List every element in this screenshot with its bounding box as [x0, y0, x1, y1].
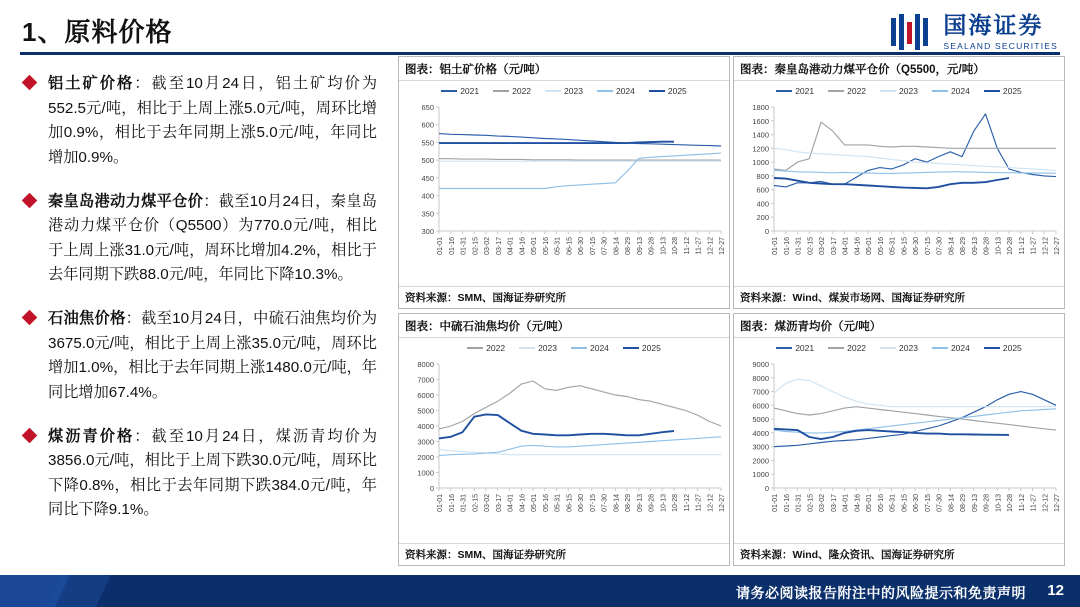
svg-text:3000: 3000	[417, 437, 434, 447]
svg-text:11-27: 11-27	[1030, 237, 1038, 255]
svg-text:550: 550	[421, 138, 434, 148]
bullet-text: ：截至10月24日，煤沥青均价为3856.0元/吨，相比于上周下跌30.0元/吨，周环比下降0.8%，相比于去年同期下跌384.0元/吨，年同比下降9.1%。	[48, 427, 378, 519]
svg-text:01-16: 01-16	[448, 494, 456, 512]
svg-text:04-01: 04-01	[507, 237, 515, 255]
list-item	[22, 190, 377, 289]
legend-label: 2021	[795, 343, 815, 353]
svg-text:03-17: 03-17	[495, 237, 503, 255]
legend-swatch	[776, 90, 792, 92]
svg-text:01-16: 01-16	[783, 237, 791, 255]
svg-text:08-29: 08-29	[625, 494, 632, 512]
legend-label: 2024	[950, 86, 970, 96]
chart-plot-area	[734, 101, 1066, 285]
svg-text:09-13: 09-13	[636, 494, 644, 512]
legend-swatch	[519, 347, 535, 349]
chart-panel-coal	[733, 56, 1065, 309]
panel-source: 资料来源：Wind、煤炭市场网、国海证券研究所	[734, 286, 1064, 308]
legend-label: 2022	[847, 343, 867, 353]
bullet-text: ：截至10月24日，中硫石油焦均价为3675.0元/吨，相比于上周上涨35.0元/吨，周环比增加1.0%，相比于去年同期上涨1480.0元/吨，年同比增加67.4%。	[48, 310, 378, 401]
company-logo	[889, 10, 1058, 54]
panel-title: 图表：中硫石油焦均价（元/吨）	[399, 314, 729, 338]
svg-text:05-01: 05-01	[531, 237, 538, 255]
legend-item	[776, 343, 814, 353]
legend-label: 2023	[564, 86, 583, 96]
svg-text:10-28: 10-28	[1007, 237, 1014, 255]
legend-item	[828, 343, 866, 353]
svg-text:09-13: 09-13	[971, 237, 979, 255]
svg-text:08-29: 08-29	[625, 237, 632, 255]
svg-text:01-01: 01-01	[772, 237, 779, 255]
svg-text:07-30: 07-30	[601, 237, 609, 255]
svg-text:06-30: 06-30	[578, 237, 585, 255]
bullet-term: 煤沥青价格	[48, 427, 135, 445]
svg-text:400: 400	[421, 191, 434, 201]
svg-text:11-27: 11-27	[695, 494, 703, 512]
svg-text:10-28: 10-28	[672, 237, 679, 255]
svg-text:08-14: 08-14	[948, 237, 956, 255]
svg-text:1600: 1600	[752, 116, 769, 126]
legend-swatch	[932, 347, 948, 349]
legend-swatch	[932, 90, 948, 92]
bullet-term: 铝土矿价格	[48, 75, 135, 92]
svg-text:1800: 1800	[752, 103, 769, 112]
svg-text:05-31: 05-31	[889, 237, 897, 255]
svg-text:8000: 8000	[417, 360, 434, 369]
svg-text:650: 650	[421, 103, 434, 112]
svg-text:600: 600	[756, 185, 769, 195]
svg-text:0: 0	[429, 484, 434, 493]
legend-item	[467, 343, 505, 353]
svg-text:12-27: 12-27	[1054, 494, 1061, 512]
svg-text:2000: 2000	[417, 453, 434, 462]
svg-text:1000: 1000	[752, 158, 769, 168]
svg-text:4000: 4000	[417, 422, 434, 431]
svg-text:09-13: 09-13	[971, 494, 979, 512]
svg-text:06-15: 06-15	[566, 494, 574, 512]
legend-swatch	[880, 90, 896, 92]
svg-text:01-31: 01-31	[460, 237, 468, 255]
svg-text:01-01: 01-01	[437, 237, 444, 255]
slide-footer	[0, 575, 1080, 607]
footer-decoration	[0, 575, 150, 607]
panel-title: 图表：秦皇岛港动力煤平仓价（Q5500，元/吨）	[734, 57, 1064, 81]
legend-label: 2023	[538, 343, 557, 353]
svg-text:03-02: 03-02	[484, 494, 491, 512]
svg-text:450: 450	[421, 173, 434, 183]
svg-text:04-01: 04-01	[842, 494, 850, 512]
svg-text:1200: 1200	[752, 144, 769, 154]
svg-text:1400: 1400	[752, 130, 769, 140]
chart-plot-area	[399, 101, 731, 285]
svg-text:08-29: 08-29	[960, 494, 967, 512]
svg-text:01-01: 01-01	[772, 494, 779, 512]
svg-text:01-31: 01-31	[795, 237, 803, 255]
svg-text:02-15: 02-15	[807, 237, 815, 255]
svg-text:10-13: 10-13	[660, 494, 668, 512]
legend-swatch	[493, 90, 509, 92]
svg-text:03-02: 03-02	[819, 237, 826, 255]
svg-text:08-14: 08-14	[948, 494, 956, 512]
legend-swatch	[984, 90, 1000, 93]
legend-label: 2022	[847, 86, 867, 96]
svg-text:05-01: 05-01	[531, 494, 538, 512]
chart-legend	[399, 338, 729, 353]
svg-text:05-31: 05-31	[554, 494, 562, 512]
legend-swatch	[984, 347, 1000, 350]
svg-text:06-30: 06-30	[913, 237, 920, 255]
svg-text:7000: 7000	[752, 387, 769, 397]
svg-text:11-12: 11-12	[683, 237, 691, 255]
svg-text:01-31: 01-31	[460, 494, 468, 512]
legend-item	[597, 86, 635, 96]
legend-swatch	[467, 347, 483, 349]
legend-item	[519, 343, 557, 353]
legend-item	[493, 86, 531, 96]
svg-text:03-17: 03-17	[495, 494, 503, 512]
svg-text:12-27: 12-27	[719, 237, 726, 255]
svg-text:03-02: 03-02	[484, 237, 491, 255]
legend-item	[932, 343, 970, 353]
page-number: 12	[1047, 582, 1064, 599]
legend-item	[984, 86, 1022, 96]
legend-item	[984, 343, 1022, 353]
svg-text:6000: 6000	[417, 391, 434, 400]
svg-text:12-12: 12-12	[707, 494, 715, 512]
legend-item	[880, 86, 918, 96]
legend-item	[571, 343, 609, 353]
svg-text:06-15: 06-15	[901, 494, 909, 512]
svg-text:03-02: 03-02	[819, 494, 826, 512]
legend-label: 2021	[795, 86, 815, 96]
svg-text:03-17: 03-17	[830, 494, 838, 512]
svg-text:08-14: 08-14	[613, 494, 621, 512]
svg-text:05-31: 05-31	[554, 237, 562, 255]
svg-text:11-12: 11-12	[1018, 494, 1026, 512]
legend-swatch	[623, 347, 639, 350]
legend-item	[776, 86, 814, 96]
svg-text:02-15: 02-15	[472, 237, 480, 255]
svg-text:11-12: 11-12	[683, 494, 691, 512]
logo-text-cn: 国海证券	[943, 11, 1044, 38]
svg-text:09-28: 09-28	[983, 237, 991, 255]
svg-text:09-28: 09-28	[648, 494, 656, 512]
legend-item	[649, 86, 687, 96]
svg-text:5000: 5000	[752, 415, 769, 425]
svg-text:9000: 9000	[752, 360, 769, 369]
panel-title: 图表：煤沥青均价（元/吨）	[734, 314, 1064, 338]
svg-text:05-31: 05-31	[889, 494, 897, 512]
legend-swatch	[597, 90, 613, 92]
svg-text:3000: 3000	[752, 442, 769, 452]
svg-text:07-30: 07-30	[936, 494, 944, 512]
svg-text:03-17: 03-17	[830, 237, 838, 255]
svg-text:04-16: 04-16	[519, 237, 527, 255]
svg-text:09-28: 09-28	[983, 494, 991, 512]
legend-swatch	[828, 347, 844, 349]
legend-swatch	[880, 347, 896, 349]
bullet-term: 秦皇岛港动力煤平仓价	[48, 192, 204, 210]
panel-source: 资料来源：SMM、国海证券研究所	[399, 286, 729, 308]
chart-legend	[734, 338, 1064, 353]
svg-text:02-15: 02-15	[807, 494, 815, 512]
legend-label: 2022	[512, 86, 532, 96]
svg-text:01-31: 01-31	[795, 494, 803, 512]
legend-item	[828, 86, 866, 96]
svg-text:08-29: 08-29	[960, 237, 967, 255]
svg-text:10-13: 10-13	[995, 237, 1003, 255]
svg-text:05-16: 05-16	[542, 494, 550, 512]
svg-text:10-13: 10-13	[995, 494, 1003, 512]
chart-panel-bauxite	[398, 56, 730, 309]
chart-legend	[734, 81, 1064, 96]
svg-text:06-30: 06-30	[913, 494, 920, 512]
svg-text:08-14: 08-14	[613, 237, 621, 255]
svg-text:600: 600	[421, 120, 434, 130]
svg-text:04-16: 04-16	[854, 237, 862, 255]
svg-text:5000: 5000	[417, 406, 434, 416]
svg-text:11-27: 11-27	[1030, 494, 1038, 512]
legend-swatch	[441, 90, 457, 92]
legend-item	[545, 86, 583, 96]
panel-title: 图表：铝土矿价格（元/吨）	[399, 57, 729, 81]
svg-text:05-16: 05-16	[542, 237, 550, 255]
svg-text:6000: 6000	[752, 401, 769, 411]
svg-text:04-16: 04-16	[854, 494, 862, 512]
svg-text:8000: 8000	[752, 373, 769, 383]
legend-label: 2025	[667, 86, 687, 96]
diamond-bullet-icon	[22, 75, 38, 91]
svg-text:10-13: 10-13	[660, 237, 668, 255]
svg-text:07-15: 07-15	[924, 237, 932, 255]
list-item	[22, 72, 377, 171]
legend-swatch	[649, 90, 665, 93]
svg-text:04-16: 04-16	[519, 494, 527, 512]
svg-text:06-30: 06-30	[578, 494, 585, 512]
svg-text:05-01: 05-01	[866, 237, 873, 255]
legend-label: 2025	[1002, 343, 1022, 353]
list-item	[22, 425, 377, 524]
svg-text:12-27: 12-27	[1054, 237, 1061, 255]
footer-disclaimer: 请务必阅读报告附注中的风险提示和免责声明	[736, 585, 1026, 601]
bullet-term: 石油焦价格	[48, 310, 126, 327]
svg-text:01-16: 01-16	[783, 494, 791, 512]
svg-text:05-16: 05-16	[877, 237, 885, 255]
chart-plot-area	[399, 358, 731, 542]
chart-plot-area	[734, 358, 1066, 542]
svg-text:06-15: 06-15	[901, 237, 909, 255]
svg-text:350: 350	[421, 209, 434, 219]
legend-item	[441, 86, 479, 96]
svg-text:300: 300	[421, 227, 434, 236]
svg-text:05-16: 05-16	[877, 494, 885, 512]
legend-swatch	[828, 90, 844, 92]
legend-label: 2025	[1002, 86, 1022, 96]
svg-text:2000: 2000	[752, 456, 769, 466]
legend-item	[880, 343, 918, 353]
svg-text:12-27: 12-27	[719, 494, 726, 512]
svg-text:07-30: 07-30	[601, 494, 609, 512]
legend-item	[932, 86, 970, 96]
legend-swatch	[776, 347, 792, 349]
svg-text:10-28: 10-28	[672, 494, 679, 512]
bullet-list	[22, 72, 377, 542]
svg-text:1000: 1000	[752, 470, 769, 480]
svg-text:11-12: 11-12	[1018, 237, 1026, 255]
list-item	[22, 307, 377, 406]
legend-label: 2025	[641, 343, 661, 353]
svg-text:05-01: 05-01	[866, 494, 873, 512]
svg-text:4000: 4000	[752, 428, 769, 438]
logo-text-en: SEALAND SECURITIES	[943, 40, 1058, 51]
logo-mark-icon	[889, 12, 933, 52]
slide-header	[0, 0, 1080, 60]
diamond-bullet-icon	[22, 192, 38, 208]
svg-text:800: 800	[756, 171, 769, 181]
chart-panel-pitch	[733, 313, 1065, 566]
svg-text:04-01: 04-01	[507, 494, 515, 512]
legend-label: 2024	[590, 343, 609, 353]
diamond-bullet-icon	[22, 310, 38, 326]
legend-swatch	[545, 90, 561, 92]
svg-text:400: 400	[756, 199, 769, 209]
panel-source: 资料来源：SMM、国海证券研究所	[399, 543, 729, 565]
legend-label: 2023	[899, 343, 918, 353]
legend-label: 2023	[899, 86, 918, 96]
svg-text:01-01: 01-01	[437, 494, 444, 512]
svg-text:02-15: 02-15	[472, 494, 480, 512]
svg-text:09-13: 09-13	[636, 237, 644, 255]
legend-swatch	[571, 347, 587, 349]
svg-text:12-12: 12-12	[707, 237, 715, 255]
svg-text:12-12: 12-12	[1042, 494, 1050, 512]
legend-label: 2024	[615, 86, 635, 96]
legend-label: 2024	[950, 343, 970, 353]
bullet-text: ：截至10月24日，秦皇岛港动力煤平仓价（Q5500）为770.0元/吨，相比于上周上涨31.0元/吨，周环比增加4.2%，相比于去年同期下跌88.0元/吨，年同比下降10.3%。	[48, 192, 377, 284]
svg-text:07-15: 07-15	[589, 494, 597, 512]
chart-panel-petcoke	[398, 313, 730, 566]
svg-text:11-27: 11-27	[695, 237, 703, 255]
legend-label: 2021	[460, 86, 480, 96]
svg-text:0: 0	[764, 484, 769, 493]
svg-text:04-01: 04-01	[842, 237, 850, 255]
svg-text:1000: 1000	[417, 468, 434, 478]
svg-text:09-28: 09-28	[648, 237, 656, 255]
svg-text:0: 0	[764, 227, 769, 236]
svg-text:06-15: 06-15	[566, 237, 574, 255]
page-title: 1、原料价格	[22, 17, 173, 47]
legend-label: 2022	[486, 343, 506, 353]
svg-text:200: 200	[756, 213, 769, 223]
svg-text:07-15: 07-15	[589, 237, 597, 255]
svg-text:07-15: 07-15	[924, 494, 932, 512]
svg-text:10-28: 10-28	[1007, 494, 1014, 512]
legend-item	[623, 343, 661, 353]
chart-legend	[399, 81, 729, 96]
svg-text:07-30: 07-30	[936, 237, 944, 255]
svg-text:12-12: 12-12	[1042, 237, 1050, 255]
svg-text:500: 500	[421, 156, 434, 166]
diamond-bullet-icon	[22, 427, 38, 443]
svg-text:7000: 7000	[417, 375, 434, 385]
bullet-text: ：截至10月24日，铝土矿均价为552.5元/吨，相比于上周上涨5.0元/吨，周环比增加0.9%，相比于去年同期上涨5.0元/吨，年同比增加0.9%。	[48, 75, 378, 166]
svg-text:01-16: 01-16	[448, 237, 456, 255]
panel-source: 资料来源：Wind、隆众资讯、国海证券研究所	[734, 543, 1064, 565]
